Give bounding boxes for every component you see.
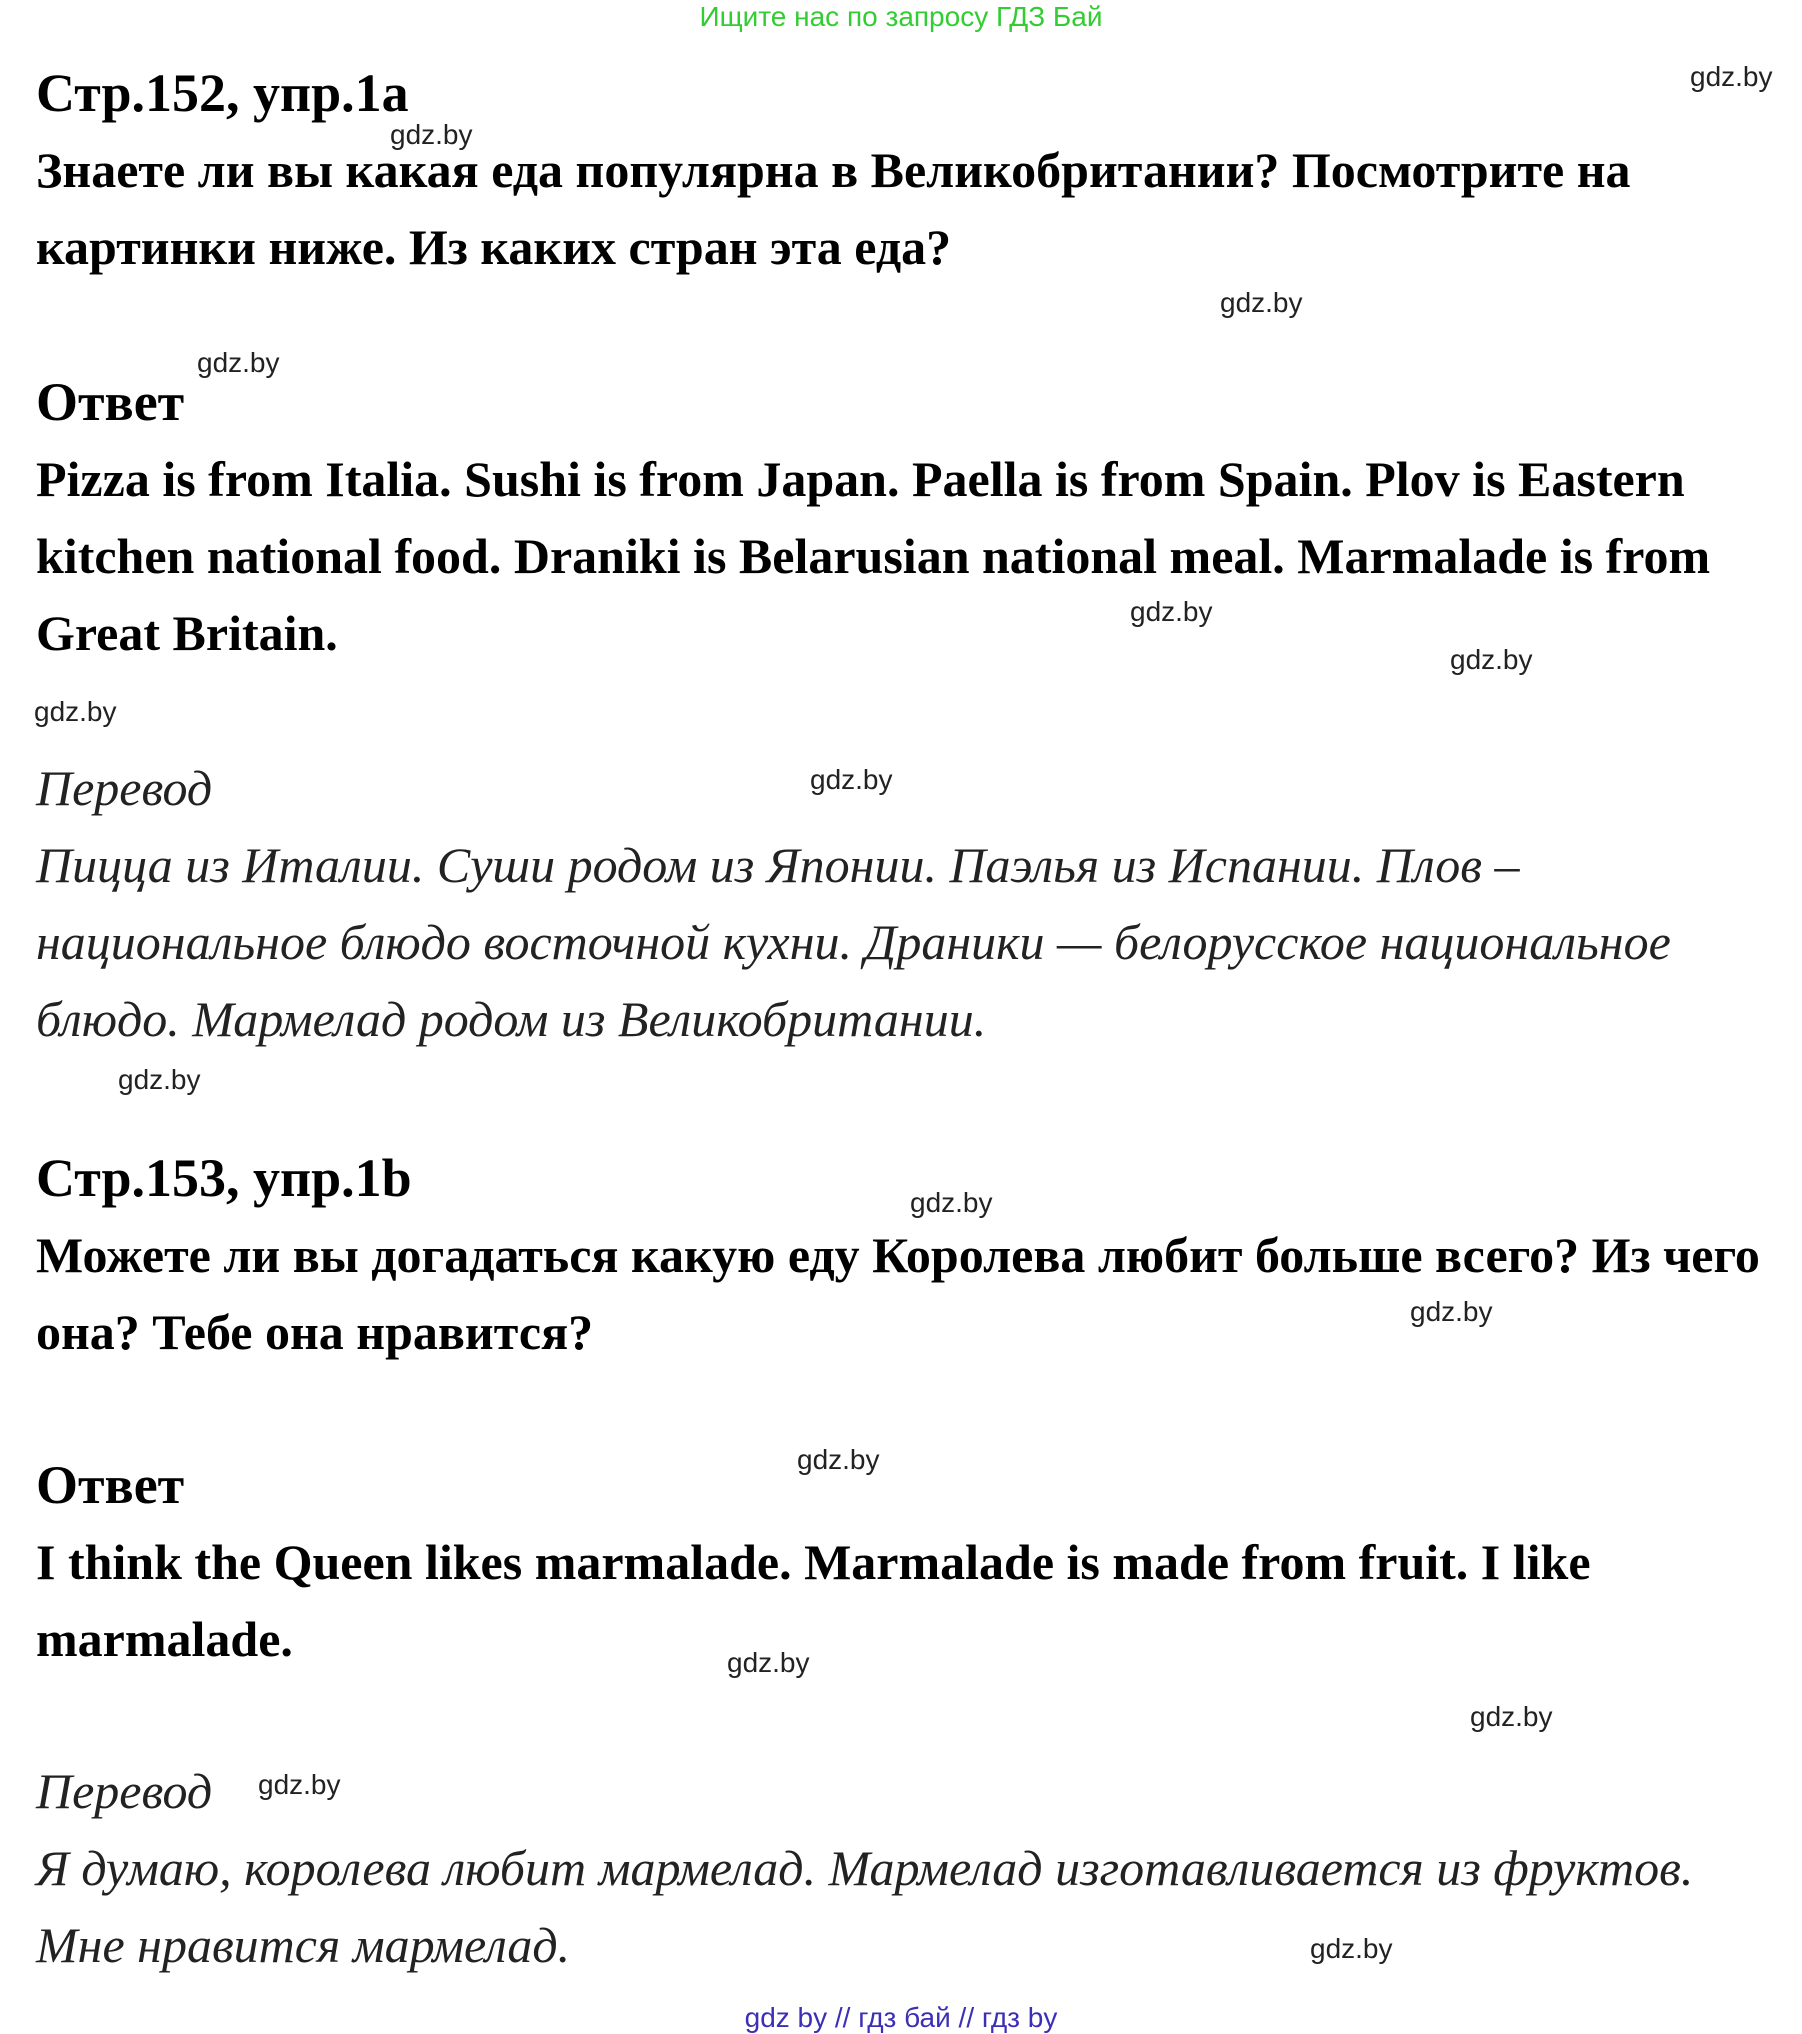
watermark: gdz.by <box>910 1187 993 1218</box>
watermark: gdz.by <box>1690 61 1773 92</box>
watermark: gdz.by <box>727 1647 810 1678</box>
exercise-1b-translation-label: Перевод <box>36 1763 213 1819</box>
exercise-1a-question-block <box>36 132 1776 286</box>
exercise-1a-answer-label-block <box>36 364 1776 441</box>
watermark: gdz.by <box>797 1444 880 1475</box>
exercise-1a-translation-block <box>36 827 1776 1058</box>
watermark: gdz.by <box>1470 1701 1553 1732</box>
watermark: gdz.by <box>1410 1296 1493 1327</box>
watermark: gdz.by <box>197 347 280 378</box>
exercise-1b-answer: I think the Queen likes marmalade. Marmalade is made from fruit. I like marmalade. <box>36 1534 1591 1667</box>
exercise-1b-answer-label-block <box>36 1444 1776 1524</box>
exercise-1b-heading-block <box>36 1140 1776 1217</box>
exercise-1a-translation-label: Перевод <box>36 760 213 816</box>
exercise-1a-answer-label: Ответ <box>36 372 185 432</box>
watermark: gdz.by <box>390 119 473 150</box>
exercise-1a-heading-block <box>36 55 1776 132</box>
footer-watermark: gdz by // гдз бай // гдз by <box>744 2002 1058 2033</box>
exercise-1a-translation: Пицца из Италии. Суши родом из Японии. Паэлья из Испании. Плов – национальное блюдо восточной кухни. Драники — белорусское национальное блюдо. Мармелад родом из Великобритании. <box>36 837 1671 1047</box>
exercise-1a-heading: Стр.152, упр.1а <box>36 63 409 123</box>
watermark: gdz.by <box>34 696 117 727</box>
exercise-1b-answer-label: Ответ <box>36 1455 185 1515</box>
watermark: gdz.by <box>118 1064 201 1095</box>
exercise-1a-question: Знаете ли вы какая еда популярна в Великобритании? Посмотрите на картинки ниже. Из каких стран эта еда? <box>36 142 1631 275</box>
exercise-1b-heading: Стр.153, упр.1b <box>36 1148 412 1208</box>
watermark: gdz.by <box>1310 1933 1393 1964</box>
watermark: gdz.by <box>258 1769 341 1800</box>
watermark: gdz.by <box>1450 644 1533 675</box>
watermark: gdz.by <box>1220 287 1303 318</box>
exercise-1a-answer-block <box>36 441 1776 672</box>
exercise-1a-answer: Pizza is from Italia. Sushi is from Japan. Paella is from Spain. Plov is Eastern kitchen national food. Draniki is Belarusian national meal. Marmalade is from Great Britain. <box>36 451 1711 661</box>
watermark: gdz.by <box>1130 596 1213 627</box>
watermark: gdz.by <box>810 764 893 795</box>
exercise-1b-translation-block <box>36 1830 1776 1984</box>
exercise-1b-answer-block <box>36 1524 1776 1678</box>
exercise-1b-question: Можете ли вы догадаться какую еду Королева любит больше всего? Из чего она? Тебе она нравится? <box>36 1227 1760 1360</box>
exercise-1a-translation-label-block <box>36 750 1776 827</box>
top-search-banner: Ищите нас по запросу ГДЗ Бай <box>699 1 1103 32</box>
exercise-1b-question-block <box>36 1217 1776 1371</box>
exercise-1b-translation: Я думаю, королева любит мармелад. Мармелад изготавливается из фруктов. Мне нравится мармелад. <box>36 1840 1694 1973</box>
